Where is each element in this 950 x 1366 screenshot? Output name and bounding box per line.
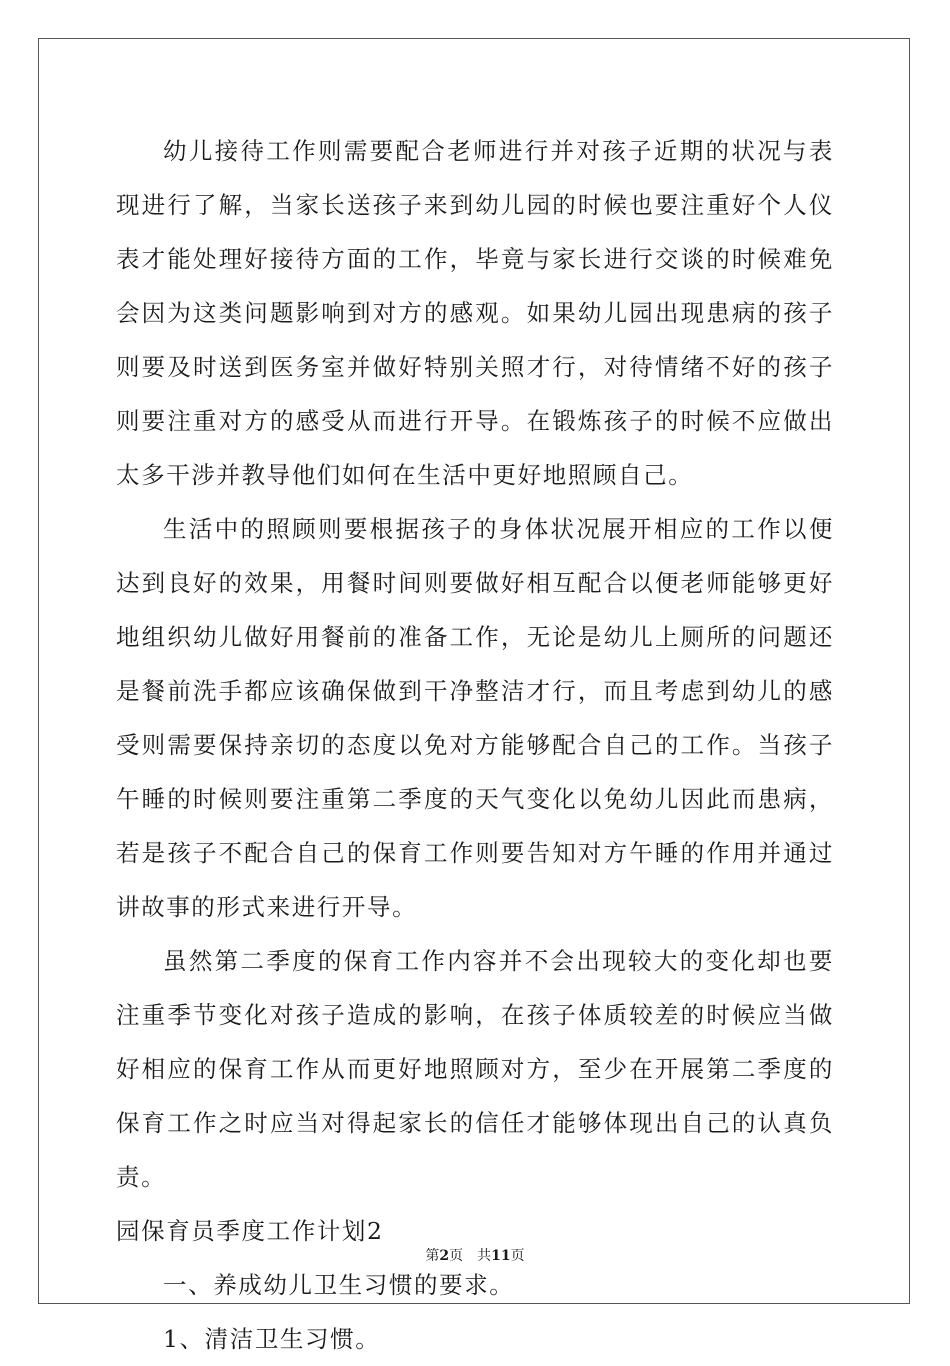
paragraph: 生活中的照顾则要根据孩子的身体状况展开相应的工作以便达到良好的效果，用餐时间则要做好相互配合以便老师能够更好地组织幼儿做好用餐前的准备工作，无论是幼儿上厕所的问题还是餐前洗手都应该确保做到干净整洁才行，而且考虑到幼儿的感受则需要保持亲切的态度以免对方能够配合自己的工作。当孩子午睡的时候则要注重第二季度的天气变化以免幼儿因此而患病，若是孩子不配合自己的保育工作则要告知对方午睡的作用并通过讲故事的形式来进行开导。: [116, 515, 834, 921]
document-body: [116, 124, 834, 1366]
page-mid: 页 共: [449, 1248, 492, 1264]
section-heading: 园保育员季度工作计划2: [116, 1217, 384, 1245]
paragraph: 幼儿接待工作则需要配合老师进行并对孩子近期的状况与表现进行了解，当家长送孩子来到幼儿园的时候也要注重好个人仪表才能处理好接待方面的工作，毕竟与家长进行交谈的时候难免会因为这类问题影响到对方的感观。如果幼儿园出现患病的孩子则要及时送到医务室并做好特别关照才行，对待情绪不好的孩子则要注重对方的感受从而进行开导。在锻炼孩子的时候不应做出太多干涉并教导他们如何在生活中更好地照顾自己。: [116, 137, 834, 489]
paragraph: 虽然第二季度的保育工作内容并不会出现较大的变化却也要注重季节变化对孩子造成的影响，在孩子体质较差的时候应当做好相应的保育工作从而更好地照顾对方，至少在开展第二季度的保育工作之时应当对得起家长的信任才能够体现出自己的认真负责。: [116, 947, 834, 1191]
current-page-number: 2: [439, 1248, 450, 1264]
list-item: 1、清洁卫生习惯。: [163, 1325, 381, 1353]
page-footer: [0, 1245, 950, 1265]
page-prefix: 第: [425, 1248, 440, 1264]
page-suffix: 页: [510, 1248, 525, 1264]
total-page-number: 11: [491, 1248, 511, 1264]
subheading: 一、养成幼儿卫生习惯的要求。: [163, 1271, 515, 1299]
